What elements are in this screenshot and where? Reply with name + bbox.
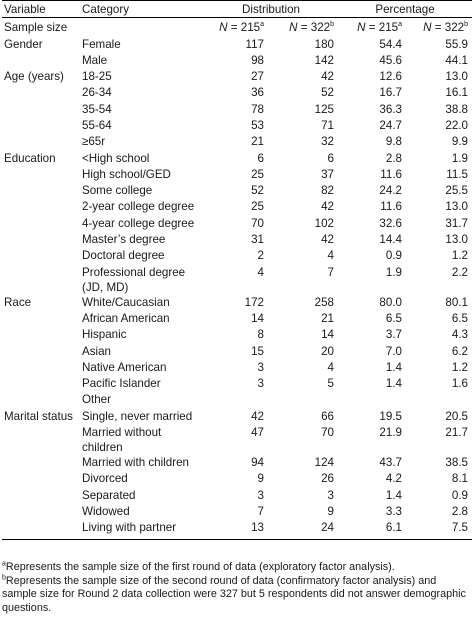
table-row (2, 232, 472, 248)
table-row (2, 183, 472, 199)
category-cell: ≥65r (82, 135, 106, 149)
variable-cell (2, 311, 80, 327)
category-cell: 18-25 (82, 70, 112, 84)
distribution-round2-cell: 42 (321, 200, 334, 214)
sample-size-p1: $N = 215^a$ (357, 21, 402, 34)
table-row (2, 360, 472, 376)
table-row (2, 409, 472, 425)
table-body (2, 18, 472, 540)
percentage-round2-cell: 1.6 (451, 377, 468, 391)
table-row (2, 167, 472, 183)
percentage-round1-cell: 32.6 (379, 216, 402, 230)
variable-cell (2, 455, 80, 471)
table-row (2, 295, 472, 311)
footnote-a: $^a$Represents the sample size of the first round of data (exploratory factor analysis). (2, 560, 395, 573)
table-row (2, 118, 472, 134)
category-cell: Pacific Islander (82, 377, 161, 391)
distribution-round2-cell: 258 (314, 295, 334, 309)
category-cell: Female (82, 37, 121, 51)
distribution-round2-cell: 82 (321, 184, 334, 198)
distribution-round2-cell: 4 (327, 249, 334, 263)
category-cell: White/Caucasian (82, 295, 170, 309)
category-cell: Asian (82, 344, 112, 358)
variable-cell (2, 102, 80, 118)
table-row (2, 425, 472, 455)
percentage-round2-cell: 1.9 (451, 151, 468, 165)
distribution-round1-cell: 53 (251, 118, 264, 132)
distribution-round2-cell: 42 (321, 233, 334, 247)
percentage-round2-cell: 11.5 (446, 167, 468, 181)
percentage-round1-cell: 24.7 (379, 118, 402, 132)
header-distribution: Distribution (204, 1, 338, 18)
distribution-round2-cell: 37 (321, 167, 334, 181)
distribution-round2-cell (268, 392, 338, 408)
percentage-round1-cell: 80.0 (379, 295, 402, 309)
distribution-round2-cell: 42 (321, 70, 334, 84)
distribution-round1-cell: 27 (251, 70, 264, 84)
footnote-b: $^b$Represents the sample size of the second round of data (confirmatory factor analysis) and sample size for Round 2 data collection were 327 but 5 respondents did not answer demographic questions. (2, 573, 466, 614)
variable-cell (2, 118, 80, 134)
table-row (2, 311, 472, 327)
distribution-round1-cell: 52 (251, 184, 264, 198)
percentage-round2-cell: 2.8 (451, 504, 468, 518)
percentage-round2-cell (406, 392, 472, 408)
table-row (2, 151, 472, 167)
variable-cell (2, 488, 80, 504)
percentage-round2-cell: 20.5 (445, 409, 468, 423)
category-cell: Professional degree (JD, MD) (82, 265, 186, 294)
variable-cell (2, 232, 80, 248)
variable-cell (2, 360, 80, 376)
category-cell: Married without children (82, 426, 162, 455)
distribution-round1-cell (204, 392, 268, 408)
distribution-round1-cell: 14 (251, 311, 264, 325)
percentage-round1-cell: 36.3 (379, 102, 402, 116)
variable-cell (2, 167, 80, 183)
sample-size-p2: $N = 322^b$ (423, 21, 468, 34)
variable-cell (2, 183, 80, 199)
percentage-round2-cell: 13.0 (445, 200, 468, 214)
distribution-round2-cell: 21 (321, 311, 334, 325)
distribution-round2-cell: 71 (321, 118, 334, 132)
distribution-round2-cell: 7 (327, 265, 334, 279)
distribution-round1-cell: 6 (257, 151, 264, 165)
distribution-round2-cell: 3 (327, 488, 334, 502)
percentage-round2-cell: 2.2 (451, 265, 468, 279)
table-row (2, 199, 472, 215)
category-cell: Widowed (82, 504, 130, 518)
category-cell: Separated (82, 488, 136, 502)
percentage-round2-cell: 9.9 (451, 135, 468, 149)
percentage-round1-cell: 45.6 (379, 53, 402, 67)
distribution-round2-cell: 125 (314, 102, 334, 116)
percentage-round2-cell: 31.7 (445, 216, 468, 230)
category-cell: Hispanic (82, 328, 127, 342)
category-cell: Other (82, 393, 111, 407)
table-row (2, 69, 472, 85)
percentage-round2-cell: 6.5 (451, 311, 468, 325)
sample-size-n2: $N = 322^b$ (289, 21, 334, 34)
variable-cell: Gender (4, 37, 43, 51)
distribution-round1-cell: 25 (251, 200, 264, 214)
distribution-round2-cell: 32 (321, 135, 334, 149)
percentage-round1-cell (338, 392, 406, 408)
sample-size-row (2, 18, 472, 37)
variable-cell (2, 520, 80, 539)
percentage-round2-cell: 38.5 (445, 456, 468, 470)
table-row (2, 520, 472, 539)
percentage-round2-cell: 44.1 (445, 53, 468, 67)
distribution-round1-cell: 94 (251, 456, 264, 470)
percentage-round2-cell: 25.5 (445, 184, 468, 198)
percentage-round2-cell: 22.0 (445, 118, 468, 132)
percentage-round1-cell: 4.2 (385, 472, 402, 486)
percentage-round2-cell: 7.5 (406, 520, 472, 539)
table-footnotes (2, 561, 472, 615)
variable-cell (2, 471, 80, 487)
category-cell: High school/GED (82, 167, 171, 181)
distribution-round1-cell: 98 (251, 53, 264, 67)
header-percentage: Percentage (338, 1, 472, 18)
category-cell: Married with children (82, 456, 189, 470)
distribution-round2-cell: 26 (321, 472, 334, 486)
percentage-round1-cell: 3.3 (385, 504, 402, 518)
distribution-round1-cell: 3 (257, 488, 264, 502)
category-cell: Male (82, 53, 108, 67)
variable-cell: Age (years) (4, 70, 64, 84)
distribution-round1-cell: 21 (251, 135, 264, 149)
header-row (2, 1, 472, 18)
category-cell: Divorced (82, 472, 128, 486)
percentage-round1-cell: 1.4 (385, 377, 402, 391)
table-row (2, 455, 472, 471)
demographics-table (2, 0, 472, 540)
category-cell: Single, never married (82, 409, 193, 423)
distribution-round1-cell: 2 (257, 249, 264, 263)
distribution-round1-cell: 117 (245, 37, 264, 51)
variable-cell: Marital status (4, 409, 73, 423)
percentage-round2-cell: 1.2 (451, 360, 468, 374)
distribution-round1-cell: 25 (251, 167, 264, 181)
percentage-round1-cell: 6.5 (385, 311, 402, 325)
percentage-round1-cell: 7.0 (385, 344, 402, 358)
percentage-round2-cell: 80.1 (445, 295, 468, 309)
table-row (2, 471, 472, 487)
variable-cell: Race (4, 295, 32, 309)
table-row (2, 134, 472, 150)
distribution-round2-cell: 24 (268, 520, 338, 539)
distribution-round1-cell: 42 (251, 409, 264, 423)
category-cell: 55-64 (82, 118, 112, 132)
distribution-round2-cell: 52 (321, 86, 334, 100)
distribution-round2-cell: 9 (327, 504, 334, 518)
distribution-round2-cell: 142 (314, 53, 334, 67)
category-cell: Living with partner (80, 520, 204, 539)
distribution-round1-cell: 70 (251, 216, 264, 230)
variable-cell (2, 199, 80, 215)
distribution-round1-cell: 47 (251, 426, 264, 440)
percentage-round1-cell: 19.5 (379, 409, 402, 423)
percentage-round1-cell: 43.7 (379, 456, 402, 470)
percentage-round1-cell: 3.7 (385, 328, 402, 342)
category-cell: <High school (82, 151, 150, 165)
percentage-round1-cell: 9.8 (385, 135, 402, 149)
table-row (2, 53, 472, 69)
distribution-round2-cell: 102 (314, 216, 334, 230)
percentage-round1-cell: 1.4 (385, 488, 402, 502)
percentage-round2-cell: 21.7 (445, 426, 468, 440)
percentage-round1-cell: 1.4 (385, 360, 402, 374)
variable-cell (2, 327, 80, 343)
table-row (2, 216, 472, 232)
variable-cell (2, 504, 80, 520)
percentage-round1-cell: 54.4 (379, 37, 402, 51)
category-cell: 4-year college degree (82, 216, 195, 230)
percentage-round2-cell: 13.0 (445, 233, 468, 247)
distribution-round2-cell: 70 (321, 426, 334, 440)
percentage-round1-cell: 6.1 (338, 520, 406, 539)
table-row (2, 488, 472, 504)
category-cell: 2-year college degree (82, 200, 195, 214)
percentage-round2-cell: 0.9 (451, 488, 468, 502)
distribution-round2-cell: 20 (321, 344, 334, 358)
distribution-round2-cell: 4 (327, 360, 334, 374)
distribution-round2-cell: 6 (327, 151, 334, 165)
table-row (2, 248, 472, 264)
table-row (2, 376, 472, 392)
variable-cell (2, 53, 80, 69)
table-row (2, 327, 472, 343)
distribution-round2-cell: 180 (314, 37, 334, 51)
table-row (2, 392, 472, 408)
distribution-round1-cell: 13 (204, 520, 268, 539)
variable-cell: Education (4, 151, 56, 165)
distribution-round1-cell: 172 (244, 295, 264, 309)
table-row (2, 85, 472, 101)
sample-size-label: Sample size (4, 21, 68, 34)
variable-cell (2, 344, 80, 360)
sample-size-n1: $N = 215^a$ (219, 21, 264, 34)
percentage-round2-cell: 6.2 (451, 344, 468, 358)
table-row (2, 102, 472, 118)
percentage-round2-cell: 4.3 (451, 328, 468, 342)
table-row (2, 344, 472, 360)
table-row (2, 37, 472, 53)
category-cell: African American (82, 311, 170, 325)
header-variable: Variable (2, 1, 80, 18)
distribution-round1-cell: 3 (257, 360, 264, 374)
percentage-round1-cell: 2.8 (385, 151, 402, 165)
variable-cell (2, 392, 80, 408)
percentage-round1-cell: 12.6 (379, 70, 402, 84)
category-cell: 35-54 (82, 102, 112, 116)
distribution-round1-cell: 7 (257, 504, 264, 518)
percentage-round1-cell: 0.9 (385, 249, 402, 263)
percentage-round2-cell: 13.0 (445, 70, 468, 84)
distribution-round1-cell: 3 (257, 377, 264, 391)
distribution-round2-cell: 14 (321, 328, 334, 342)
category-cell: Doctoral degree (82, 249, 165, 263)
distribution-round1-cell: 9 (257, 472, 264, 486)
variable-cell (2, 248, 80, 264)
variable-cell (2, 376, 80, 392)
distribution-round1-cell: 15 (251, 344, 264, 358)
variable-cell (2, 85, 80, 101)
percentage-round2-cell: 8.1 (451, 472, 468, 486)
variable-cell (2, 134, 80, 150)
category-cell: Some college (82, 184, 153, 198)
distribution-round2-cell: 124 (314, 456, 334, 470)
percentage-round1-cell: 11.6 (380, 167, 402, 181)
distribution-round1-cell: 8 (257, 328, 264, 342)
percentage-round2-cell: 16.1 (445, 86, 468, 100)
variable-cell (2, 425, 80, 455)
distribution-round1-cell: 78 (251, 102, 264, 116)
category-cell: Native American (82, 360, 167, 374)
percentage-round1-cell: 1.9 (385, 265, 402, 279)
percentage-round2-cell: 38.8 (445, 102, 468, 116)
table-row (2, 265, 472, 295)
distribution-round2-cell: 66 (321, 409, 334, 423)
percentage-round1-cell: 14.4 (379, 233, 402, 247)
percentage-round2-cell: 55.9 (445, 37, 468, 51)
percentage-round1-cell: 11.6 (380, 200, 402, 214)
percentage-round1-cell: 16.7 (379, 86, 402, 100)
category-cell: Master’s degree (82, 233, 166, 247)
distribution-round1-cell: 31 (251, 233, 264, 247)
percentage-round2-cell: 1.2 (451, 249, 468, 263)
table-row (2, 504, 472, 520)
percentage-round1-cell: 21.9 (379, 426, 402, 440)
header-category: Category (80, 1, 204, 18)
variable-cell (2, 216, 80, 232)
distribution-round1-cell: 36 (251, 86, 264, 100)
distribution-round2-cell: 5 (327, 377, 334, 391)
category-cell: 26-34 (82, 86, 112, 100)
percentage-round1-cell: 24.2 (379, 184, 402, 198)
variable-cell (2, 265, 80, 295)
distribution-round1-cell: 4 (257, 265, 264, 279)
